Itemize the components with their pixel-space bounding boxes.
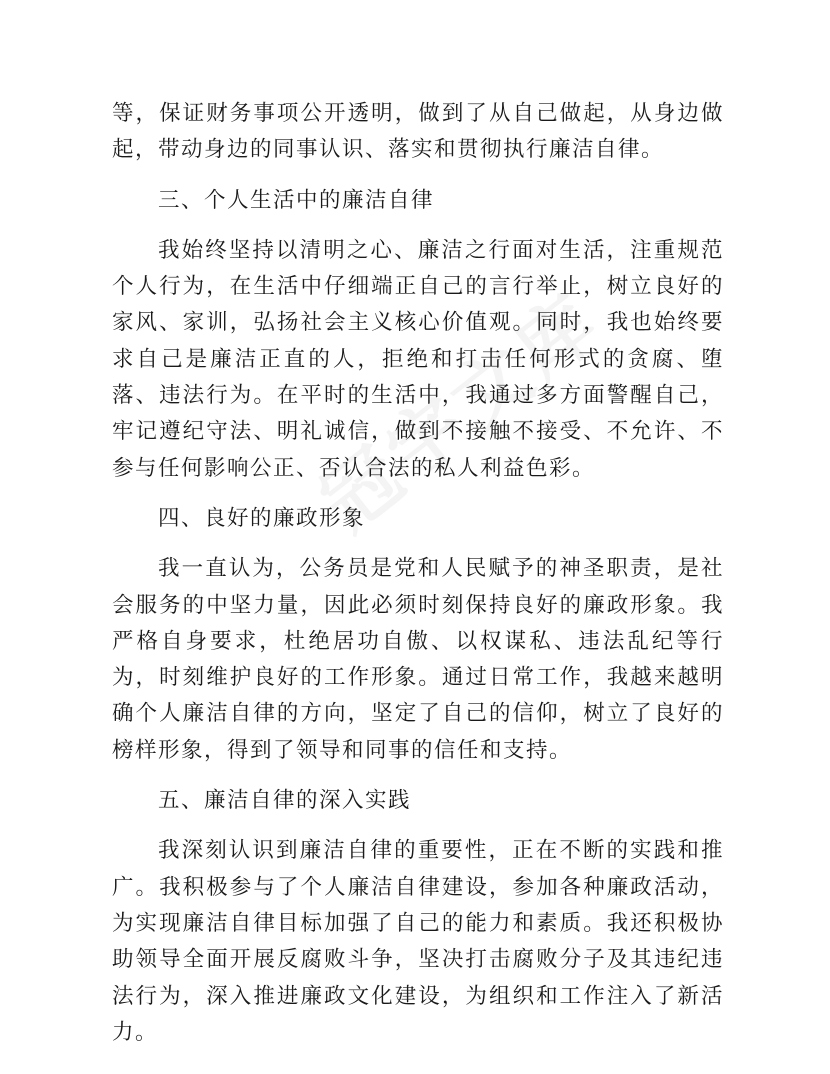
paragraph-section-3: 我始终坚持以清明之心、廉洁之行面对生活，注重规范个人行为，在生活中仔细端正自己的言行举止，树立良好的家风、家训，弘扬社会主义核心价值观。同时，我也始终要求自己是廉洁正直的人，拒绝和打击任何形式的贪腐、堕落、违法行为。在平时的生活中，我通过多方面警醒自己，牢记遵纪守法、明礼诚信，做到不接触不接受、不允许、不参与任何影响公正、否认合法的私人利益色彩。 (112, 237, 724, 481)
section-heading-4: 四、良好的廉政形象 (158, 505, 366, 531)
document-body (112, 96, 724, 1065)
paragraph-section-5: 我深刻认识到廉洁自律的重要性，正在不断的实践和推广。我积极参与了个人廉洁自律建设，参加各种廉政活动，为实现廉洁自律目标加强了自己的能力和素质。我还积极协助领导全面开展反腐败斗争，坚决打击腐败分子及其违纪违法行为，深入推进廉政文化建设，为组织和工作注入了新活力。 (112, 838, 724, 1045)
paragraph-section-4: 我一直认为，公务员是党和人民赋予的神圣职责，是社会服务的中坚力量，因此必须时刻保持良好的廉政形象。我严格自身要求，杜绝居功自傲、以权谋私、违法乱纪等行为，时刻维护良好的工作形象。通过日常工作，我越来越明确个人廉洁自律的方向，坚定了自己的信仰，树立了良好的榜样形象，得到了领导和同事的信任和支持。 (112, 556, 724, 763)
section-heading-3: 三、个人生活中的廉洁自律 (158, 187, 435, 213)
paragraph-continuation: 等，保证财务事项公开透明，做到了从自己做起，从身边做起，带动身边的同事认识、落实和贯彻执行廉洁自律。 (112, 101, 724, 163)
section-heading-5: 五、廉洁自律的深入实践 (158, 788, 412, 814)
